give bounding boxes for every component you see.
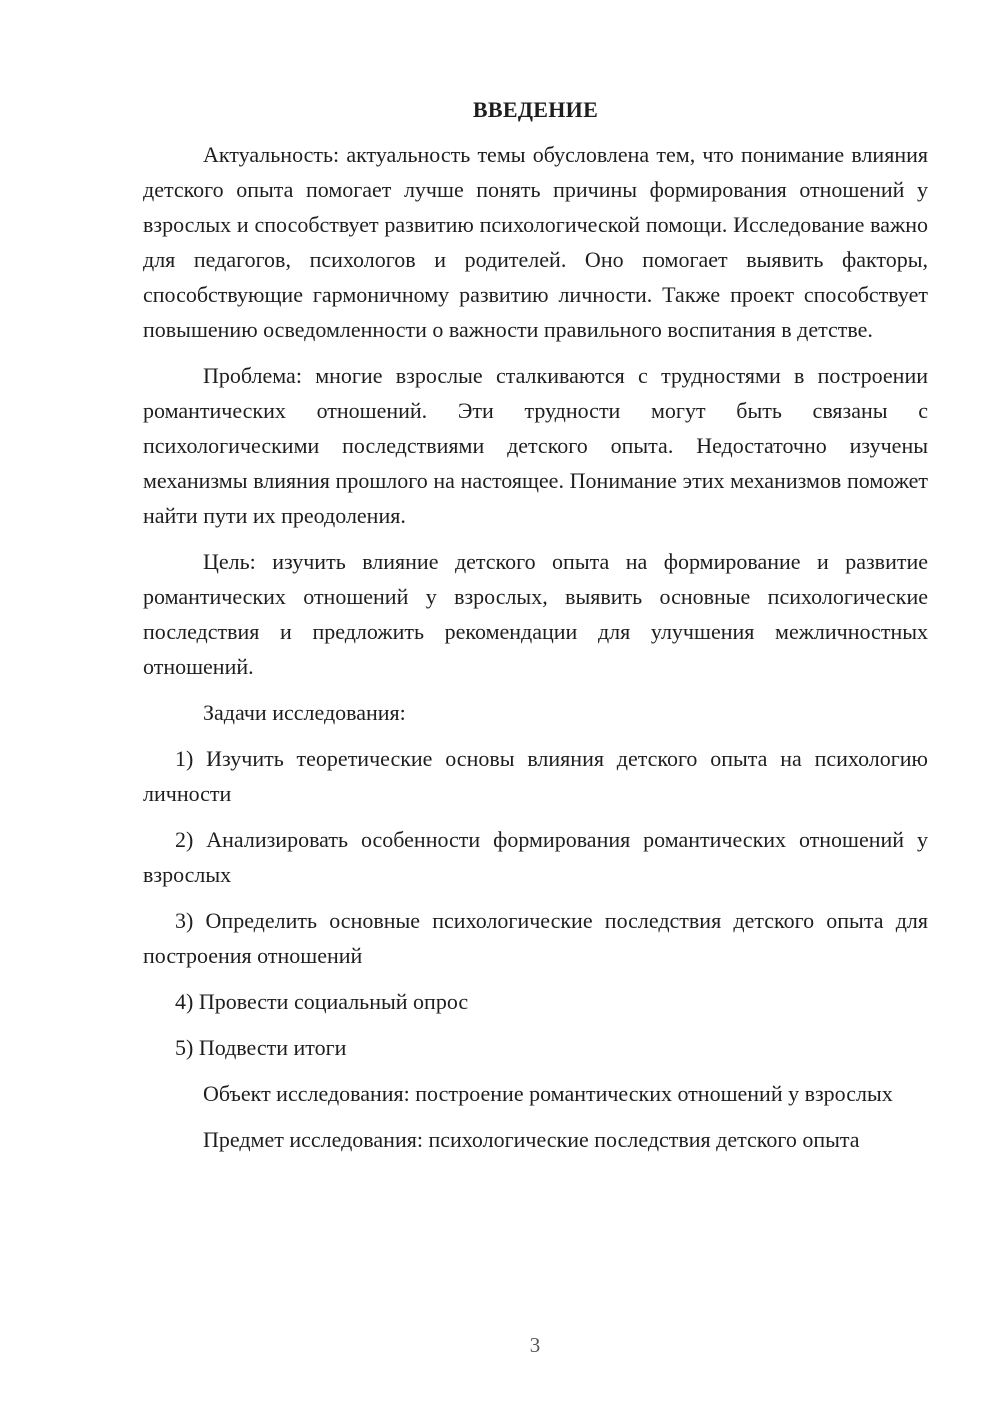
page-number: 3: [529, 1333, 541, 1357]
tasks-heading: Задачи исследования:: [203, 700, 406, 725]
paragraph-goal: Цель: изучить влияние детского опыта на формирование и развитие романтических отношений у взрослых, выявить основные психологические последствия и предложить рекомендации для улучшения межличностных отношений.: [143, 549, 928, 679]
task-item-4: 4) Провести социальный опрос: [175, 989, 469, 1014]
task-item-3: 3) Определить основные психологические последствия детского опыта для построения отношений: [143, 908, 928, 968]
task-item-2: 2) Анализировать особенности формирования романтических отношений у взрослых: [143, 827, 928, 887]
section-title: ВВЕДЕНИЕ: [472, 97, 599, 122]
paragraph-subject: Предмет исследования: психологические последствия детского опыта: [203, 1127, 860, 1152]
paragraph-relevance: Актуальность: актуальность темы обусловлена тем, что понимание влияния детского опыта помогает лучше понять причины формирования отношений у взрослых и способствует развитию психологической помощи. Исследование важно для педагогов, психологов и родителей. Оно помогает выявить факторы, способствующие гармоничному развитию личности. Также проект способствует повышению осведомленности о важности правильного воспитания в детстве.: [143, 142, 928, 342]
paragraph-object: Объект исследования: построение романтических отношений у взрослых: [203, 1081, 893, 1106]
paragraph-problem: Проблема: многие взрослые сталкиваются с трудностями в построении романтических отношений. Эти трудности могут быть связаны с психологическими последствиями детского опыта. Недостаточно изучены механизмы влияния прошлого на настоящее. Понимание этих механизмов поможет найти пути их преодоления.: [143, 363, 928, 528]
task-item-1: 1) Изучить теоретические основы влияния детского опыта на психологию личности: [143, 746, 928, 806]
page-content: [143, 92, 928, 1168]
task-item-5: 5) Подвести итоги: [175, 1035, 347, 1060]
